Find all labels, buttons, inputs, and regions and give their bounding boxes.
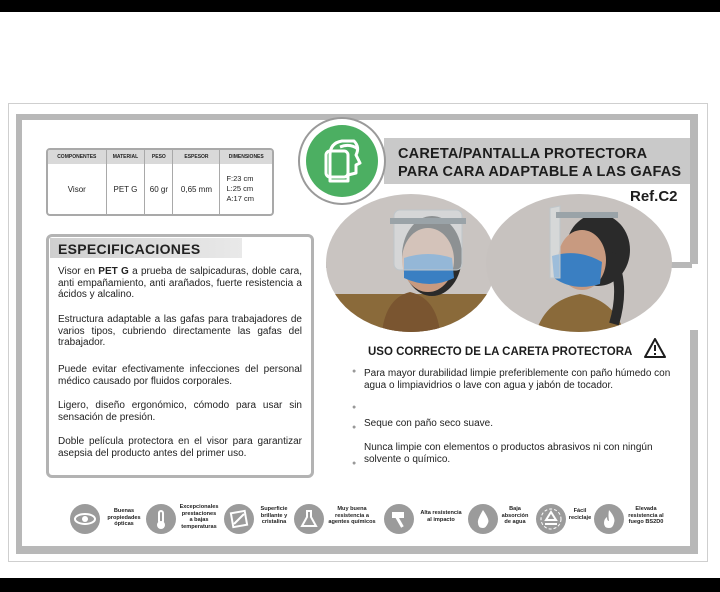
- title-line-1: CARETA/PANTALLA PROTECTORA: [398, 146, 648, 162]
- usage-title: USO CORRECTO DE LA CARETA PROTECTORA: [368, 346, 633, 358]
- col-peso: PESO: [145, 150, 173, 164]
- warning-icon: [644, 338, 666, 363]
- side-photo: [486, 194, 672, 332]
- feature-recycle-label: Fácil reciclaje: [568, 508, 592, 521]
- spec-paragraph-1: Visor en PET G a prueba de salpicaduras, doble cara, anti empañamiento, anti arañados, fuerte resistencia a ácidos y alcalino.: [58, 266, 302, 301]
- face-shield-logo-icon: [306, 125, 378, 197]
- usage-line-2: Seque con paño seco suave.: [364, 418, 493, 429]
- flame-icon: [594, 504, 624, 534]
- top-black-bar: [0, 0, 720, 12]
- eye-icon: [70, 504, 100, 534]
- sheet-frame-right: [690, 114, 698, 264]
- bottom-black-bar: [0, 578, 720, 592]
- spec-paragraph-2: Estructura adaptable a las gafas para trabajadores de varios tipos, cubriendo directamente las gafas del trabajador.: [58, 314, 302, 349]
- feature-optics-label: Buenas propiedades ópticas: [107, 508, 141, 528]
- bullet-1-icon: ●: [352, 368, 357, 375]
- sheet-frame-right-lower: [690, 330, 698, 554]
- recycle-icon: [536, 504, 566, 534]
- feature-impact-label: Alta resistencia al impacto: [420, 510, 462, 523]
- usage-line-1: Para mayor durabilidad limpie preferiblemente con paño húmedo con agua o limpiavidrios o lave con agua y jabón de tocador.: [364, 368, 671, 391]
- spec-paragraph-5: Doble película protectora en el visor para garantizar asepsia del producto antes del primer uso.: [58, 436, 302, 459]
- col-dimensiones: DIMENSIONES: [220, 150, 272, 164]
- dim-frente: F:23 cm: [226, 174, 254, 183]
- feature-water-label: Baja absorción de agua: [501, 506, 529, 526]
- spec-paragraph-3: Puede evitar efectivamente infecciones del personal médico causado por fluidos corporales.: [58, 364, 302, 387]
- bullet-4-icon: ●: [352, 460, 357, 467]
- spec-paragraph-4: Ligero, diseño ergonómico, cómodo para usar sin sensación de presión.: [58, 400, 302, 423]
- specifications-title: ESPECIFICACIONES: [58, 241, 201, 257]
- cell-dimensiones: [220, 164, 272, 214]
- thermometer-icon: [146, 504, 176, 534]
- col-componentes: COMPONENTES: [48, 150, 106, 164]
- flask-icon: [294, 504, 324, 534]
- cell-componente: Visor: [48, 164, 106, 214]
- hammer-icon: [384, 504, 414, 534]
- feature-chemicals-label: Muy buena resistencia a agentes químicos: [328, 506, 376, 526]
- front-photo: [326, 194, 496, 332]
- reference-code: Ref.C2: [630, 188, 678, 205]
- dim-alto: A:17 cm: [226, 194, 254, 203]
- water-drop-icon: [468, 504, 498, 534]
- feature-fire-label: Elevada resistencia al fuego BS2D0: [628, 506, 664, 526]
- feature-low-temp-label: Excepcionales prestaciones a bajas temperaturas: [179, 504, 219, 530]
- cell-material: PET G: [106, 164, 145, 214]
- title-line-2: PARA CARA ADAPTABLE A LAS GAFAS: [398, 164, 682, 180]
- cell-espesor: 0,65 mm: [173, 164, 220, 214]
- col-material: MATERIAL: [106, 150, 145, 164]
- bullet-3-icon: ●: [352, 424, 357, 431]
- cell-peso: 60 gr: [145, 164, 173, 214]
- feature-surface-label: Superficie brillante y cristalina: [260, 506, 288, 526]
- usage-line-3: Nunca limpie con elementos o productos abrasivos ni con ningún solvente o químico.: [364, 442, 653, 465]
- spec-table: [46, 148, 274, 216]
- col-espesor: ESPESOR: [173, 150, 220, 164]
- bullet-2-icon: ●: [352, 404, 357, 411]
- glossy-surface-icon: [224, 504, 254, 534]
- dim-largo: L:25 cm: [226, 184, 254, 193]
